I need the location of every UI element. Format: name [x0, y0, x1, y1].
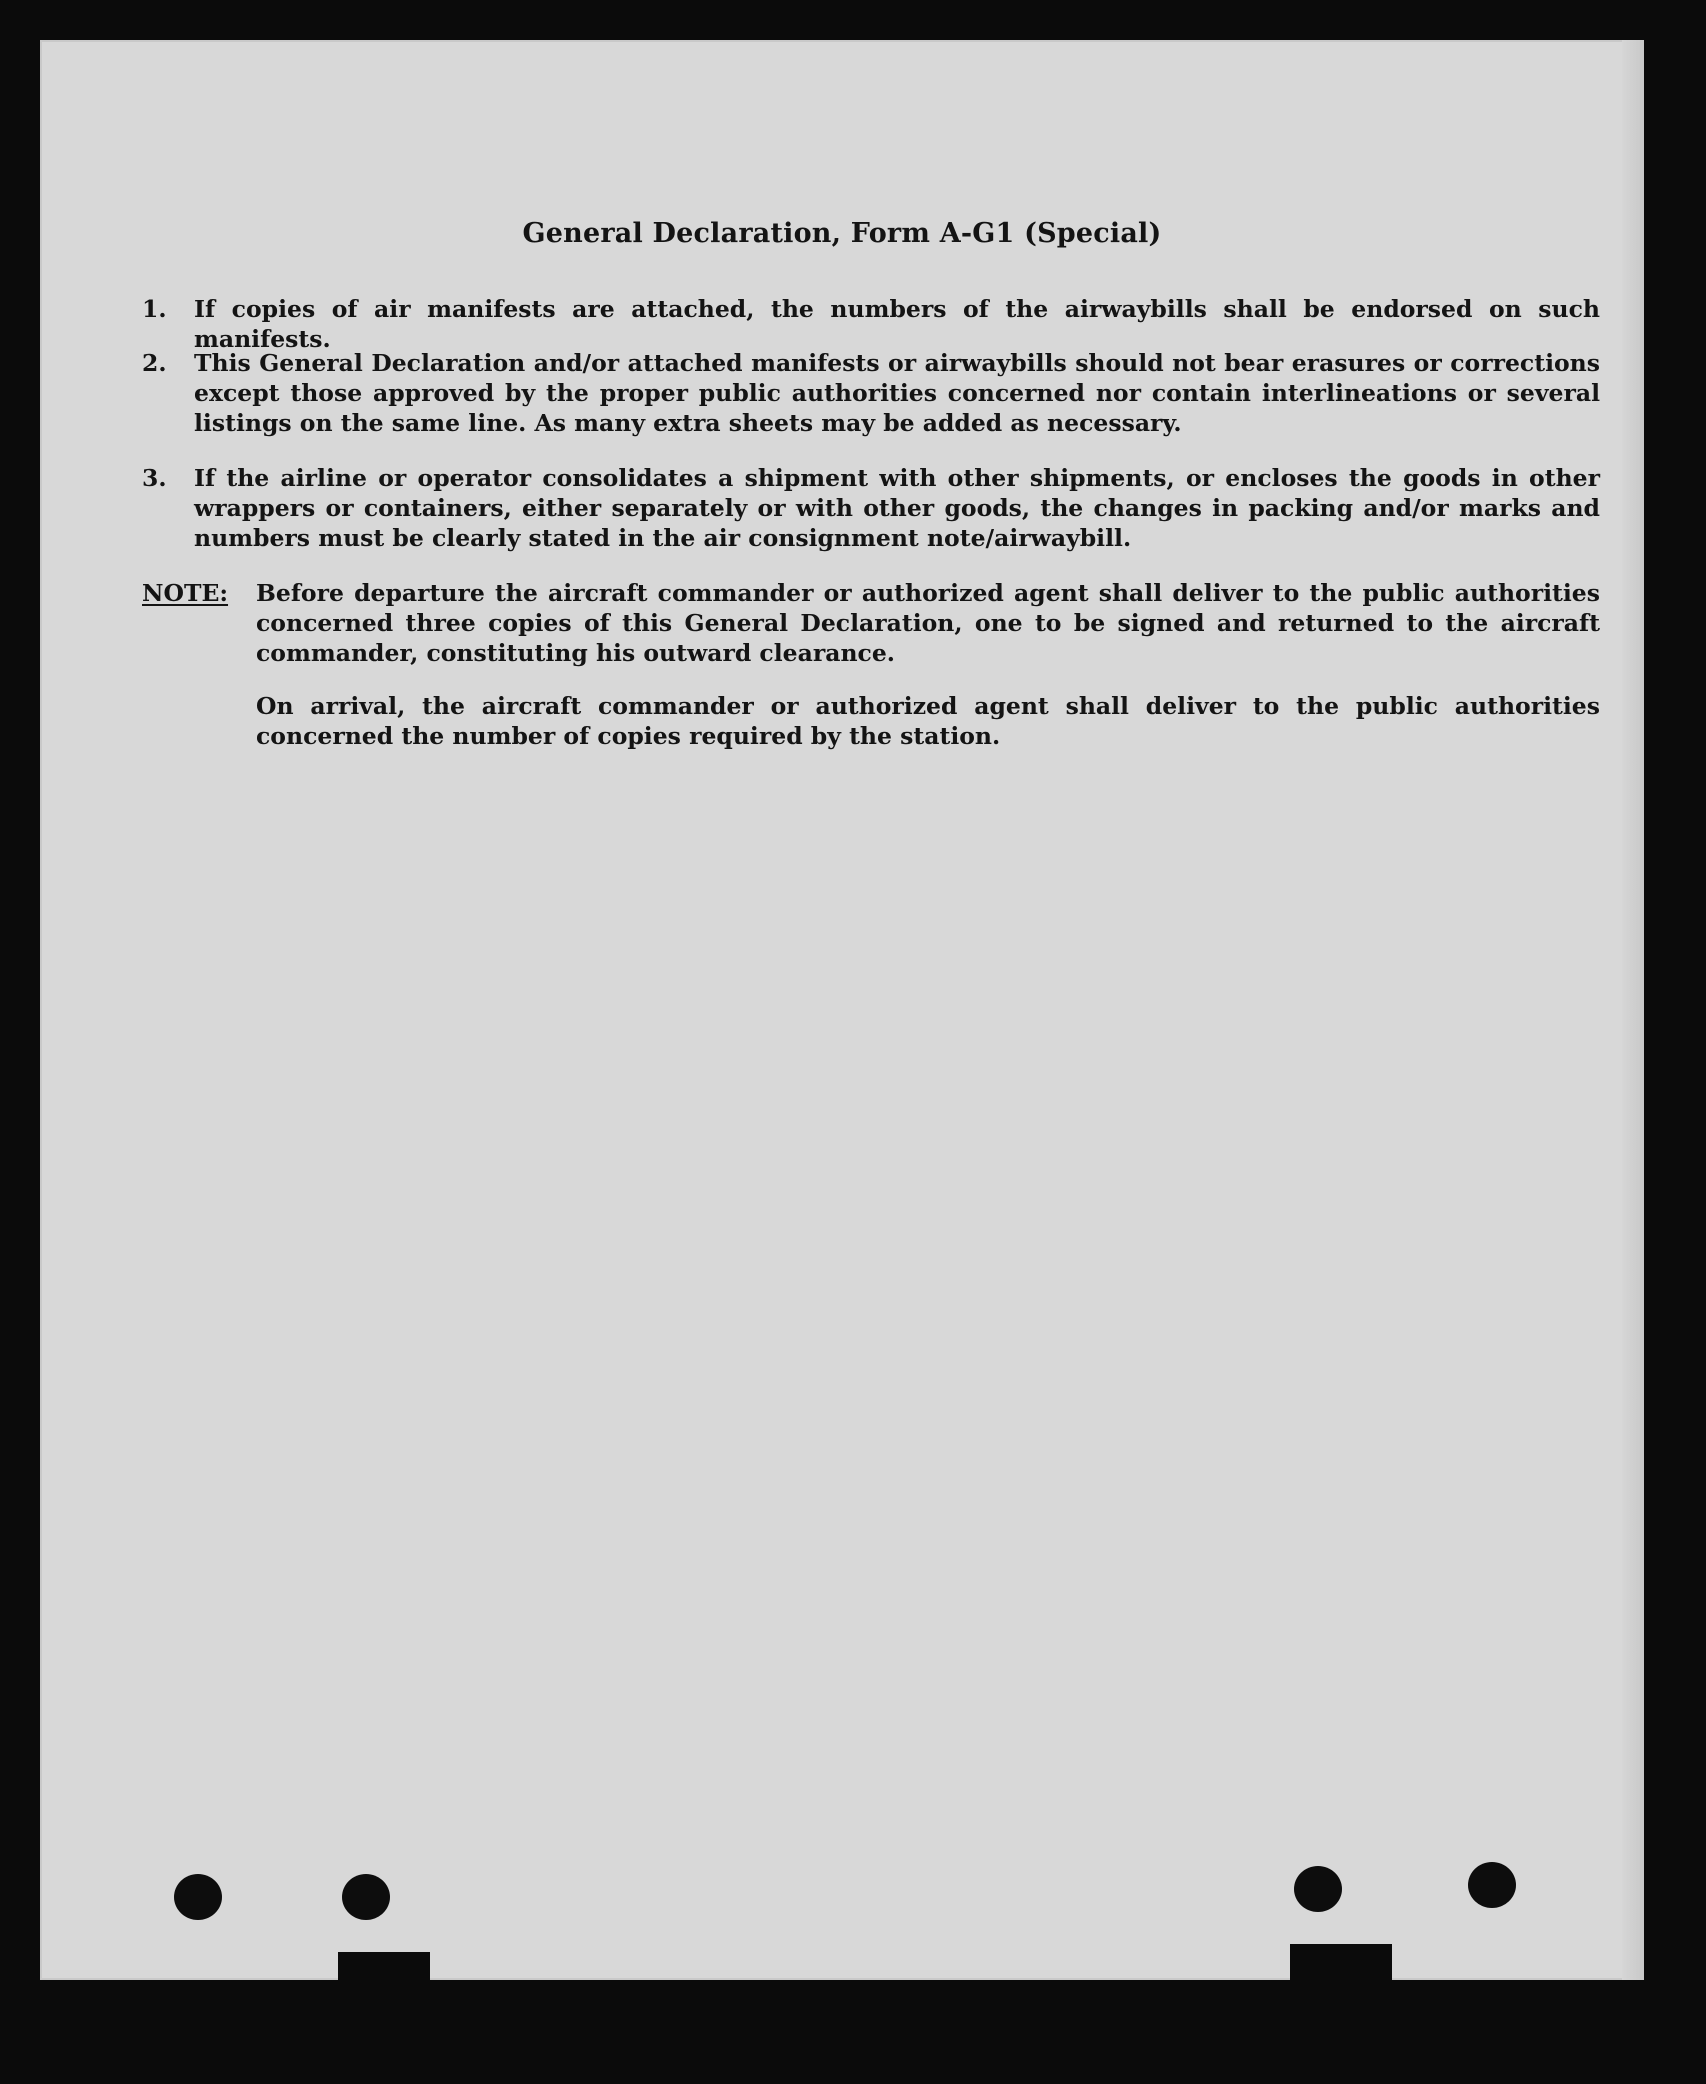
instruction-item-2	[142, 348, 1600, 440]
punch-hole-left-inner	[342, 1874, 390, 1920]
punch-hole-right-inner	[1294, 1866, 1342, 1912]
item-text: This General Declaration and/or attached manifests or airwaybills should not bear erasures or corrections except those approved by the proper public authorities concerned nor contain interlineations or several listings on the same line. As many extra sheets may be added as necessary.	[194, 349, 1600, 437]
instruction-item-1	[142, 294, 1600, 353]
item-number: 1.	[142, 295, 167, 323]
item-number: 2.	[142, 349, 167, 377]
instruction-item-3	[142, 463, 1600, 555]
note-arrival-text: On arrival, the aircraft commander or authorized agent shall deliver to the public authorities concerned the number of copies required by the station.	[256, 692, 1600, 750]
punch-hole-right-outer	[1468, 1862, 1516, 1908]
note-text: Before departure the aircraft commander or authorized agent shall deliver to the public authorities concerned three copies of this General Declaration, one to be signed and returned to the aircraft commander, constituting his outward clearance.	[256, 579, 1600, 667]
binding-tab-right	[1290, 1944, 1392, 1986]
item-text: If the airline or operator consolidates a shipment with other shipments, or encloses the goods in other wrappers or containers, either separately or with other goods, the changes in packing and/or marks and numbers must be clearly stated in the air consignment note/airwaybill.	[194, 464, 1600, 552]
punch-hole-left-outer	[174, 1874, 222, 1920]
page-edge-shadow	[1622, 40, 1644, 1980]
item-text: If copies of air manifests are attached, the numbers of the airwaybills shall be endorsed on such manifests.	[194, 295, 1600, 353]
form-title: General Declaration, Form A-G1 (Special)	[522, 218, 1162, 249]
item-number: 3.	[142, 464, 167, 492]
note-block	[142, 578, 1600, 670]
note-label: NOTE:	[142, 579, 229, 607]
binding-tab-left	[338, 1952, 430, 1994]
document-page	[40, 40, 1644, 1980]
